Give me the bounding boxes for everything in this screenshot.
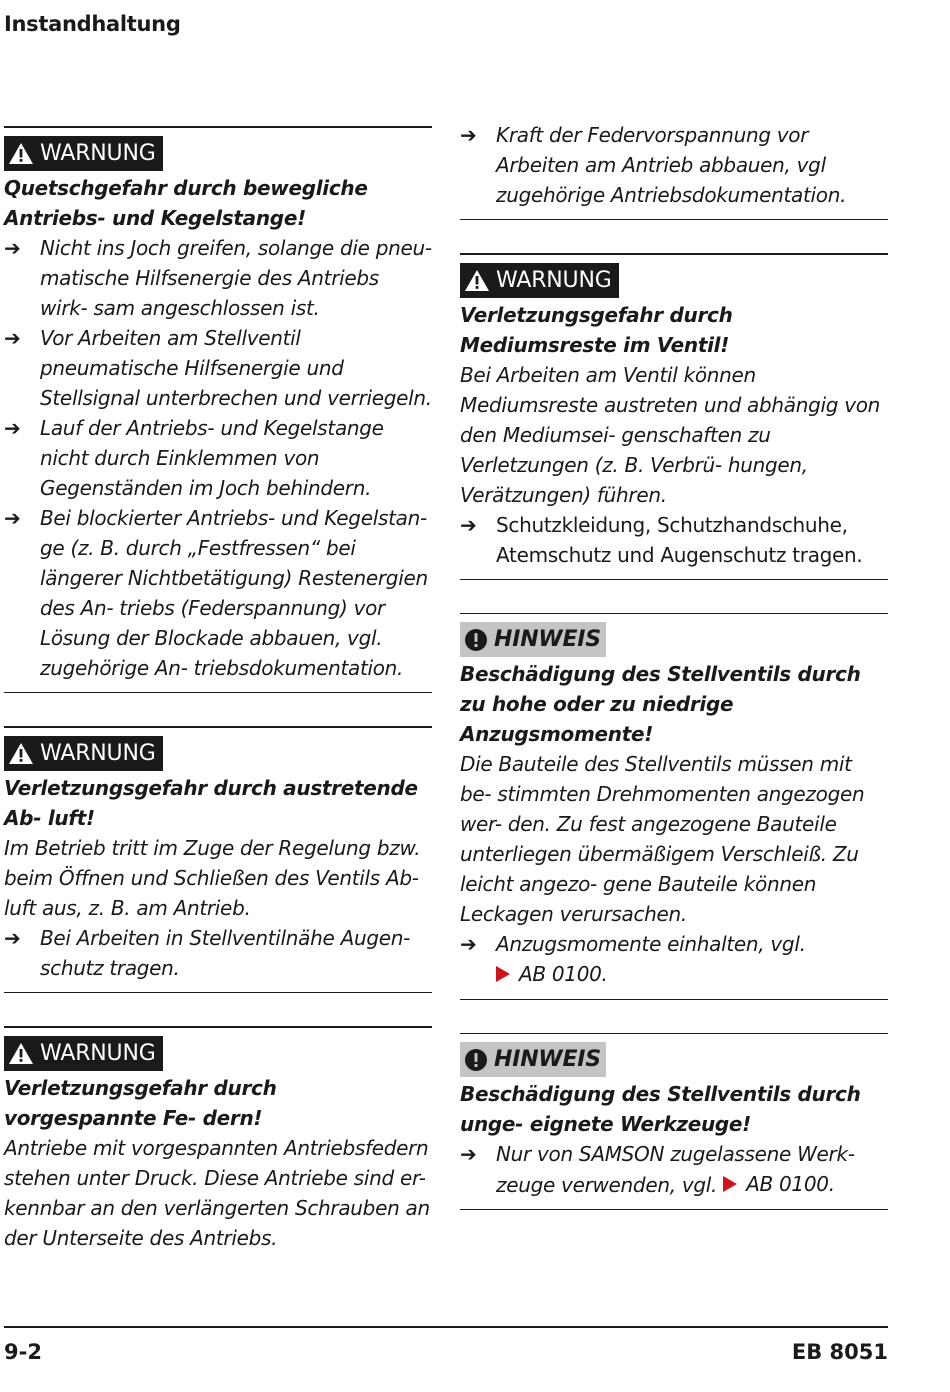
warning-badge-label: WARNUNG [40, 141, 156, 166]
notice-heading: Beschädigung des Stellventils durch unge- eignete Werkzeuge! [460, 1082, 861, 1136]
warning-heading: Quetschgefahr durch bewegliche Antriebs- und Kegelstange! [4, 176, 368, 230]
list-item-text: Schutzkleidung, Schutzhandschuhe, Atemschutz und Augenschutz tragen. [496, 513, 863, 567]
list-item-text: Vor Arbeiten am Stellventil pneumatische Hilfsenergie und Stellsignal unterbrechen und verriegeln. [40, 326, 432, 410]
warning-text: Antriebe mit vorgespannten Antriebsfedern stehen unter Druck. Diese Antriebe sind er- kennbar an den verlängerten Schrauben an der Unterseite des Antriebs. [4, 1136, 430, 1250]
list-item [4, 503, 432, 683]
list-item [460, 120, 888, 210]
notice-text: Die Bauteile des Stellventils müssen mit be- stimmten Drehmomenten angezogen wer- den. Zu fest angezogene Bauteile unterliegen übermäßigem Verschleiß. Zu leicht angezo- gene Bauteile können Leckagen verursachen. [460, 752, 865, 926]
list-item [460, 1139, 888, 1200]
notice-heading: Beschädigung des Stellventils durch zu hohe oder zu niedrige Anzugsmomente! [460, 662, 861, 746]
warning-box-medium-residue [460, 253, 888, 580]
red-triangle-icon [723, 1176, 737, 1192]
list-item [4, 323, 432, 413]
document-reference-link[interactable] [723, 1169, 835, 1199]
warning-badge [4, 736, 163, 771]
document-reference-label: AB 0100. [519, 962, 608, 986]
warning-text: Bei Arbeiten am Ventil können Mediumsreste austreten und abhängig von den Mediumsei- genschaften zu Verletzungen (z. B. Verbrü- hungen, Verätzungen) führen. [460, 363, 881, 507]
warning-triangle-icon [8, 142, 34, 165]
warning-box-crushing [4, 126, 432, 693]
list-item-text: Lauf der Antriebs- und Kegelstange nicht durch Einklemmen von Gegenständen im Joch behindern. [40, 416, 384, 500]
warning-box-springs [4, 1026, 432, 1262]
arrow-right-icon: ➔ [4, 506, 21, 530]
exclamation-circle-icon [464, 628, 488, 652]
list-item [460, 510, 888, 570]
page-header-title: Instandhaltung [4, 12, 181, 36]
warning-triangle-icon [464, 269, 490, 292]
left-column [4, 126, 432, 1295]
list-item-body [496, 1139, 888, 1200]
warning-badge-label: WARNUNG [496, 268, 612, 293]
warning-triangle-icon [8, 1042, 34, 1065]
list-item [460, 929, 888, 990]
list-item-text: Anzugsmomente einhalten, vgl. [496, 932, 806, 956]
document-id: EB 8051 [791, 1340, 888, 1364]
page-number: 9-2 [4, 1340, 42, 1364]
list-item-text: Nur von SAMSON zugelassene Werk- zeuge verwenden, vgl. [496, 1142, 855, 1197]
warning-box-exhaust-air [4, 726, 432, 993]
document-reference-label: AB 0100. [746, 1172, 835, 1196]
warning-badge [460, 263, 619, 298]
list-item-body [496, 929, 888, 990]
warning-text: Im Betrieb tritt im Zuge der Regelung bzw. beim Öffnen und Schließen des Ventils Ab- luft aus, z. B. am Antrieb. [4, 836, 421, 920]
notice-badge [460, 622, 606, 657]
notice-box-tools [460, 1033, 888, 1210]
right-column [460, 120, 888, 1243]
arrow-right-icon: ➔ [4, 326, 21, 350]
warning-badge-label: WARNUNG [40, 1041, 156, 1066]
warning-heading: Verletzungsgefahr durch vorgespannte Fe- dern! [4, 1076, 277, 1130]
warning-triangle-icon [8, 742, 34, 765]
list-item-text: Kraft der Federvorspannung vor Arbeiten am Antrieb abbauen, vgl zugehörige Antriebsdokumentation. [496, 123, 847, 207]
warning-heading: Verletzungsgefahr durch Mediumsreste im Ventil! [460, 303, 733, 357]
document-reference-link[interactable] [496, 959, 608, 989]
red-triangle-icon [496, 966, 510, 982]
notice-badge-label: HINWEIS [494, 627, 601, 652]
list-item-text: Bei blockierter Antriebs- und Kegelstan- ge (z. B. durch „Festfressen“ bei längerer Nichtbetätigung) Restenergien des An- triebs (Federspannung) vor Lösung der Blockade abbauen, vgl. zugehörige An- triebsdokumentation. [40, 506, 428, 680]
warning-badge-label: WARNUNG [40, 741, 156, 766]
exclamation-circle-icon [464, 1048, 488, 1072]
list-item [4, 923, 432, 983]
arrow-right-icon: ➔ [4, 236, 21, 260]
warning-heading: Verletzungsgefahr durch austretende Ab- luft! [4, 776, 418, 830]
arrow-right-icon: ➔ [460, 123, 477, 147]
arrow-right-icon: ➔ [460, 1142, 477, 1166]
list-item-text: Nicht ins Joch greifen, solange die pneu- matische Hilfsenergie des Antriebs wirk- sam angeschlossen ist. [40, 236, 432, 320]
notice-box-torque [460, 613, 888, 1000]
notice-badge [460, 1042, 606, 1077]
warning-badge [4, 1036, 163, 1071]
list-item-text: Bei Arbeiten in Stellventilnähe Augen- schutz tragen. [40, 926, 411, 980]
list-item [4, 413, 432, 503]
warning-box-springs-continued [460, 120, 888, 220]
arrow-right-icon: ➔ [460, 513, 477, 537]
arrow-right-icon: ➔ [4, 416, 21, 440]
notice-badge-label: HINWEIS [494, 1047, 601, 1072]
warning-badge [4, 136, 163, 171]
list-item [4, 233, 432, 323]
arrow-right-icon: ➔ [4, 926, 21, 950]
footer-divider [4, 1326, 888, 1328]
arrow-right-icon: ➔ [460, 932, 477, 956]
